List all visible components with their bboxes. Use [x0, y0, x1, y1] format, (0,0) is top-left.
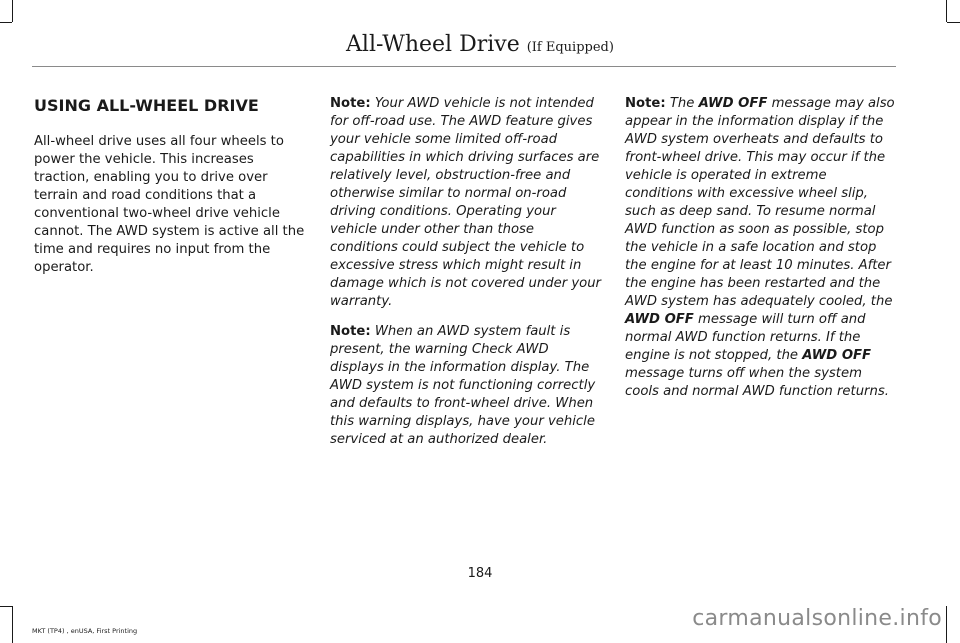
page-number: 184 — [467, 566, 493, 581]
awd-off-message: AWD OFF — [698, 96, 768, 111]
footer-print-info: MKT (TP4) , enUSA, First Printing — [32, 627, 138, 635]
note-label: Note: — [330, 324, 371, 339]
section-heading: USING ALL-WHEEL DRIVE — [34, 96, 259, 115]
crop-mark-top-right-v — [946, 0, 947, 22]
note-text: message turns off when the system cools and normal AWD function returns. — [625, 366, 889, 399]
crop-mark-top-right-h — [947, 22, 960, 23]
crop-mark-top-left-v — [12, 0, 13, 22]
crop-mark-bottom-left-v — [12, 606, 13, 643]
section-body: All-wheel drive uses all four wheels to power the vehicle. This increases traction, enabling you to drive over terrain and road conditions that a conventional two-wheel drive vehicle cannot. The AWD system is active all the time and requires no input from the operator. — [34, 134, 305, 275]
note-text: message will turn off and normal AWD function returns. If the engine is not stopped, the — [625, 312, 866, 363]
crop-mark-top-left-h — [0, 22, 12, 23]
column-1 — [34, 95, 306, 289]
column-3 — [625, 95, 897, 413]
note-text: message may also appear in the information display if the AWD system overheats and defaults to front-wheel drive. This may occur if the vehicle is operated in extreme conditions with excessive wheel slip, such as deep sand. To resume normal AWD function as soon as possible, stop the vehicle in a safe location and stop the engine for at least 10 minutes. After the engine has been restarted and the AWD system has adequately cooled, the — [625, 96, 895, 309]
note-offroad — [330, 95, 602, 311]
page-subtitle: (If Equipped) — [526, 40, 614, 55]
note-label: Note: — [625, 96, 666, 111]
note-label: Note: — [330, 96, 371, 111]
note-awd-off — [625, 95, 897, 401]
note-fault — [330, 323, 602, 449]
crop-mark-bottom-left-h — [0, 606, 12, 607]
watermark: carmanualsonline.info — [692, 606, 942, 631]
column-2 — [330, 95, 602, 461]
page-header — [0, 30, 960, 63]
header-rule — [32, 66, 896, 67]
awd-off-message: AWD OFF — [802, 348, 872, 363]
awd-off-message: AWD OFF — [625, 312, 694, 327]
note-text: The — [669, 96, 695, 111]
note-text: Your AWD vehicle is not intended for off-road use. The AWD feature gives your vehicle some limited off-road capabilities in which driving surfaces are relatively level, obstruction-free and otherwise similar to normal on-road driving conditions. Operating your vehicle under other than those conditions could subject the vehicle to excessive stress which might result in damage which is not covered under your warranty. — [330, 96, 601, 309]
page-title: All-Wheel Drive — [346, 32, 520, 57]
crop-mark-bottom-right-v — [946, 606, 947, 643]
note-text: When an AWD system fault is present, the warning Check AWD displays in the information display. The AWD system is not functioning correctly and defaults to front-wheel drive. When this warning displays, have your vehicle serviced at an authorized dealer. — [330, 324, 596, 447]
